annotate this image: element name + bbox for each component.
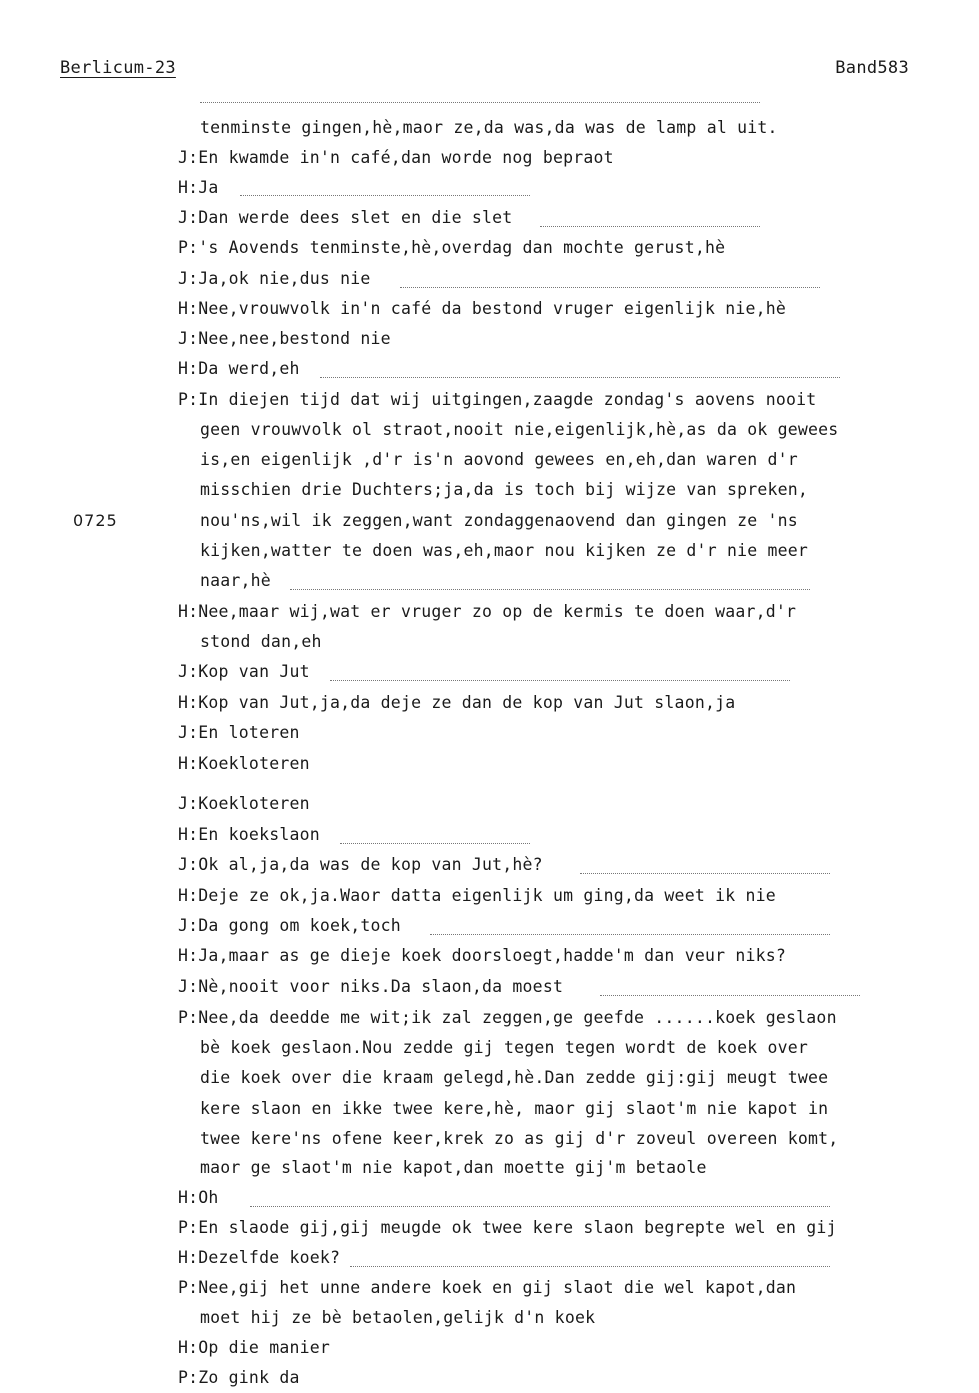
transcript-line: twee kere'ns ofene keer,krek zo as gij d'r zoveul overeen komt,	[200, 1129, 839, 1148]
transcript-line: H:Ja	[178, 178, 219, 197]
transcript-line: H:Kop van Jut,ja,da deje ze dan de kop van Jut slaon,ja	[178, 693, 736, 712]
transcript-line: misschien drie Duchters;ja,da is toch bij wijze van spreken,	[200, 480, 809, 499]
dotted-artifact	[290, 589, 810, 591]
dotted-artifact	[240, 195, 530, 197]
transcript-line: bè koek geslaon.Nou zedde gij tegen tegen wordt de koek over	[200, 1038, 809, 1057]
transcript-line: is,en eigenlijk ,d'r is'n aovond gewees en,eh,dan waren d'r	[200, 450, 798, 469]
transcript-line: geen vrouwvolk ol straot,nooit nie,eigenlijk,hè,as da ok gewees	[200, 420, 839, 439]
transcript-line: J:Nee,nee,bestond nie	[178, 329, 391, 348]
tape-number: Band583	[835, 58, 909, 78]
dotted-artifact	[330, 680, 790, 682]
transcript-line: J:En loteren	[178, 723, 300, 742]
transcript-line: H:Koekloteren	[178, 754, 310, 773]
dotted-artifact	[340, 843, 530, 845]
dotted-artifact	[600, 995, 860, 997]
margin-timecode: 0725	[73, 511, 118, 530]
transcript-line: J:Ja,ok nie,dus nie	[178, 269, 371, 288]
transcript-line: P:Zo gink da	[178, 1368, 300, 1387]
dotted-artifact	[580, 873, 830, 875]
transcript-line: P:'s Aovends tenminste,hè,overdag dan mochte gerust,hè	[178, 238, 726, 257]
transcript-line: stond dan,eh	[200, 632, 322, 651]
dotted-artifact	[320, 377, 840, 379]
transcript-line: nou'ns,wil ik zeggen,want zondaggenaovend dan gingen ze 'ns	[200, 511, 798, 530]
file-reference: Berlicum-23	[60, 58, 176, 78]
dotted-artifact	[250, 1206, 830, 1208]
transcript-line: naar,hè	[200, 571, 271, 590]
transcript-line: tenminste gingen,hè,maor ze,da was,da was de lamp al uit.	[200, 118, 778, 137]
transcript-line: H:Nee,vrouwvolk in'n café da bestond vruger eigenlijk nie,hè	[178, 299, 787, 318]
transcript-line: H:Da werd,eh	[178, 359, 300, 378]
transcript-line: J:Ok al,ja,da was de kop van Jut,hè?	[178, 855, 543, 874]
transcript-line: maor ge slaot'm nie kapot,dan moette gij'm betaole	[200, 1158, 707, 1177]
transcript-line: P:Nee,da deedde me wit;ik zal zeggen,ge geefde ......koek geslaon	[178, 1008, 837, 1027]
transcript-line: H:Nee,maar wij,wat er vruger zo op de kermis te doen waar,d'r	[178, 602, 797, 621]
transcript-line: J:Nè,nooit voor niks.Da slaon,da moest	[178, 977, 564, 996]
transcript-line: H:Oh	[178, 1188, 219, 1207]
transcript-line: H:Op die manier	[178, 1338, 331, 1357]
transcript-line: H:Dezelfde koek?	[178, 1248, 341, 1267]
transcript-line: P:In diejen tijd dat wij uitgingen,zaagde zondag's aovens nooit	[178, 390, 817, 409]
transcript-line: J:Dan werde dees slet en die slet	[178, 208, 513, 227]
transcript-line: J:En kwamde in'n café,dan worde nog bepraot	[178, 148, 614, 167]
transcript-line: H:Deje ze ok,ja.Waor datta eigenlijk um ging,da weet ik nie	[178, 886, 776, 905]
transcript-line: P:En slaode gij,gij meugde ok twee kere slaon begrepte wel en gij	[178, 1218, 837, 1237]
dotted-artifact	[400, 287, 820, 289]
transcript-line: die koek over die kraam gelegd,hè.Dan zedde gij:gij meugt twee	[200, 1068, 829, 1087]
transcript-line: P:Nee,gij het unne andere koek en gij slaot die wel kapot,dan	[178, 1278, 797, 1297]
dotted-artifact	[200, 102, 760, 104]
transcript-line: J:Da gong om koek,toch	[178, 916, 401, 935]
transcript-line: J:Kop van Jut	[178, 662, 310, 681]
transcript-line: H:Ja,maar as ge dieje koek doorsloegt,hadde'm dan veur niks?	[178, 946, 787, 965]
transcript-line: kere slaon en ikke twee kere,hè, maor gij slaot'm nie kapot in	[200, 1099, 829, 1118]
dotted-artifact	[540, 226, 760, 228]
transcript-line: H:En koekslaon	[178, 825, 320, 844]
dotted-artifact	[350, 1266, 830, 1268]
dotted-artifact	[430, 934, 830, 936]
transcript-line: kijken,watter te doen was,eh,maor nou kijken ze d'r nie meer	[200, 541, 809, 560]
transcript-line: moet hij ze bè betaolen,gelijk d'n koek	[200, 1308, 596, 1327]
transcript-line: J:Koekloteren	[178, 794, 310, 813]
